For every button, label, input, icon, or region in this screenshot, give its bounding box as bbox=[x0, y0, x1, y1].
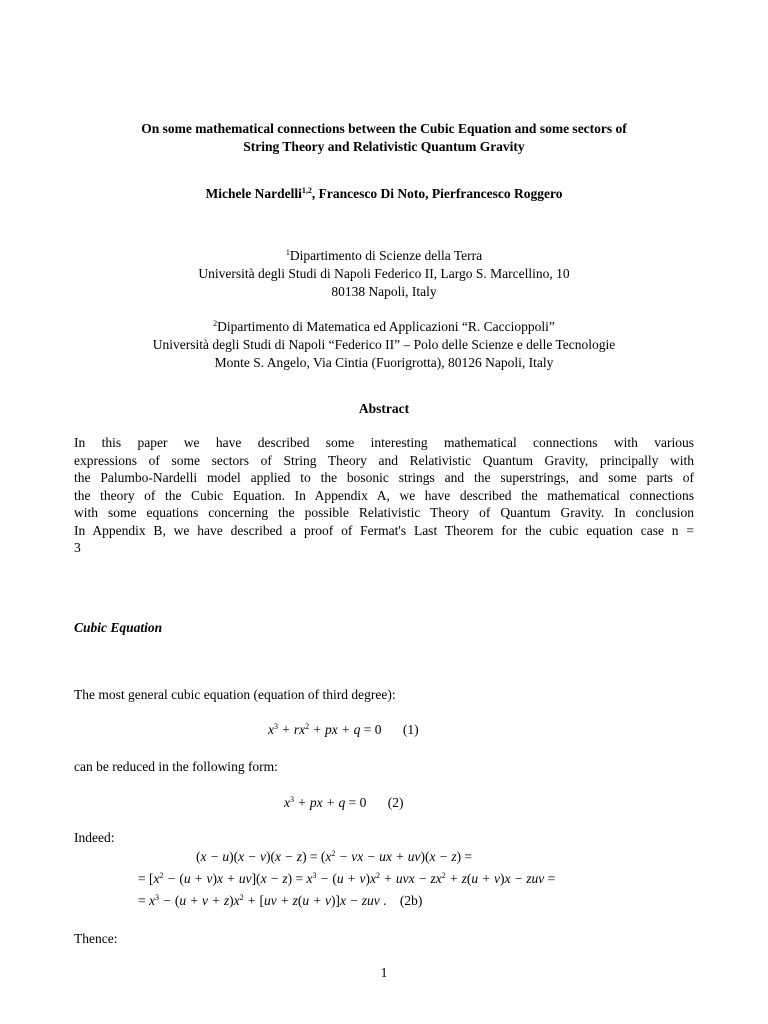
abstract-line: 3 bbox=[74, 540, 81, 555]
equation-1-label: (1) bbox=[402, 722, 419, 737]
affiliation-1-line-2: Università degli Studi di Napoli Federico II, Largo S. Marcellino, 10 bbox=[198, 266, 570, 281]
other-authors: , Francesco Di Noto, Pierfrancesco Roggero bbox=[311, 186, 563, 201]
abstract-line: In Appendix B, we have described a proof of Fermat's Last Theorem for the cubic equation case n = bbox=[74, 522, 694, 538]
paper-title bbox=[0, 120, 768, 156]
affiliation-1-line-3: 80138 Napoli, Italy bbox=[331, 284, 437, 299]
equation-2b-label: (2b) bbox=[399, 893, 423, 908]
affiliation-2-line-1: Dipartimento di Matematica ed Applicazioni “R. Caccioppoli” bbox=[217, 319, 555, 334]
equation-1: $x^3 + rx^2$ + px + q = 0 (1) bbox=[268, 722, 419, 737]
section-heading: Cubic Equation bbox=[74, 620, 163, 635]
affiliation-2-mark: 2 bbox=[213, 319, 218, 328]
section-intro: The most general cubic equation (equation of third degree): bbox=[74, 687, 396, 702]
abstract-line: with some equations concerning the possible Relativistic Theory of Quantum Gravity. In conclusion bbox=[74, 505, 694, 520]
equation-2-label: (2) bbox=[387, 795, 404, 810]
affiliation-2 bbox=[0, 315, 768, 372]
thence-label: Thence: bbox=[74, 931, 118, 946]
page-number: 1 bbox=[380, 965, 388, 980]
abstract-heading: Abstract bbox=[358, 401, 410, 416]
indeed-label: Indeed: bbox=[74, 830, 115, 845]
abstract-line: the Palumbo-Nardelli model applied to the bosonic strings and the superstrings, and some parts of bbox=[74, 470, 694, 485]
author-1-affiliation-marks: 1,2 bbox=[301, 186, 312, 195]
abstract-body bbox=[74, 434, 694, 557]
paper-title-line-2: String Theory and Relativistic Quantum Gravity bbox=[243, 139, 525, 154]
affiliation-2-line-3: Monte S. Angelo, Via Cintia (Fuorigrotta), 80126 Napoli, Italy bbox=[214, 355, 554, 370]
abstract-line: In this paper we have described some interesting mathematical connections with various bbox=[74, 435, 694, 450]
equation-2b-line-1: $(x - u)(x - v)(x - z) = (x^2$ − vx − ux + uv)(x − z) = bbox=[196, 849, 473, 864]
reduced-form-text: can be reduced in the following form: bbox=[74, 759, 278, 774]
affiliation-2-line-2: Università degli Studi di Napoli “Federico II” – Polo delle Scienze e delle Tecnologie bbox=[152, 337, 616, 352]
equation-2b-line-2: = $[x^2 - (u + v)x + uv](x - z) = x^3 - (u + v)x^2$ + uvx − $zx^2 + z(u + v)x$ − zuv = bbox=[138, 871, 556, 886]
abstract-line: expressions of some sectors of String Theory and Relativistic Quantum Gravity, principally with bbox=[74, 452, 694, 468]
equation-2b-line-3: = $x^3 - (u + v + z)x^2 + [uv + z(u + v)]x$ − zuv . (2b) bbox=[138, 893, 423, 908]
author-list bbox=[0, 186, 768, 202]
equation-2: $x^3$ + px + q = 0 (2) bbox=[284, 795, 404, 810]
affiliation-1-line-1: Dipartimento di Scienze della Terra bbox=[289, 248, 483, 263]
abstract-line: the theory of the Cubic Equation. In Appendix A, we have described the mathematical connections bbox=[74, 487, 694, 503]
affiliation-1-mark: 1 bbox=[285, 248, 290, 257]
affiliation-1 bbox=[0, 244, 768, 301]
author-1: Michele Nardelli bbox=[205, 186, 302, 201]
paper-title-line-1: On some mathematical connections between the Cubic Equation and some sectors of bbox=[141, 121, 627, 136]
